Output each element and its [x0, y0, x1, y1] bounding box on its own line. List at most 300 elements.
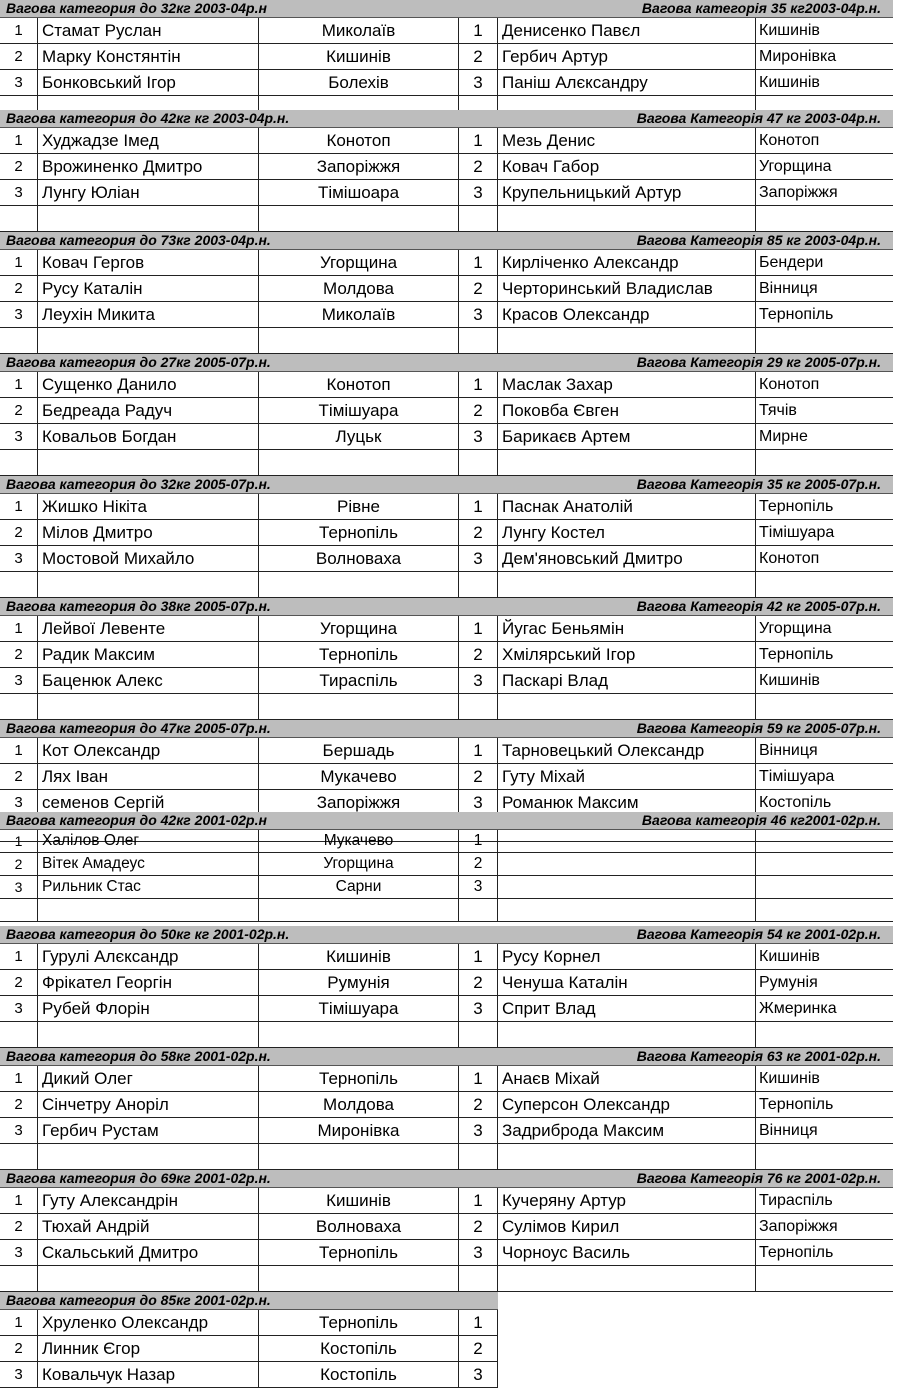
place-cell: 3 [0, 424, 38, 449]
place-cell: 1 [0, 494, 38, 519]
empty-cell [459, 206, 498, 231]
athlete-name-cell-right [498, 853, 756, 875]
city-cell-right: Тернопіль [759, 1096, 834, 1113]
table-row [0, 764, 893, 790]
athlete-name-cell-right: Романюк Максим [498, 790, 756, 815]
empty-cell [38, 899, 259, 921]
city-cell-right: Тираспіль [759, 1192, 833, 1209]
city-cell: Миколаїв [259, 18, 459, 43]
place-cell-right: 1 [459, 616, 498, 641]
table-row [0, 1118, 893, 1144]
city-cell: Миронівка [259, 1118, 459, 1143]
athlete-name-cell-right: Паскарі Влад [498, 668, 756, 693]
empty-cell [259, 328, 459, 353]
left-category-title: Вагова категория до 42кг 2001-02р.н [6, 812, 267, 828]
athlete-name-cell-right: Суперсон Олександр [498, 1092, 756, 1117]
place-cell-right: 2 [459, 642, 498, 667]
table-row [0, 18, 893, 44]
city-cell: Тернопіль [259, 1240, 459, 1265]
place-cell-right: 2 [459, 764, 498, 789]
right-category-title: Вагова Категорія 59 кг 2005-07р.н. [636, 720, 881, 736]
category-header [0, 476, 893, 494]
table-row [0, 70, 893, 96]
table-row [0, 1092, 893, 1118]
place-cell-right: 2 [459, 398, 498, 423]
athlete-name-cell-right: Йугас Беньямін [498, 616, 756, 641]
athlete-name-cell-right: Лунгу Костел [498, 520, 756, 545]
city-cell: Конотоп [259, 128, 459, 153]
place-cell: 1 [0, 372, 38, 397]
place-cell-right: 3 [459, 668, 498, 693]
athlete-name-cell: Кот Олександр [38, 738, 259, 763]
athlete-name-cell: Линник Єгор [38, 1336, 259, 1361]
city-cell-right: Тімішуара [759, 524, 835, 541]
left-category-title: Вагова категория до 38кг 2005-07р.н. [6, 598, 271, 614]
city-cell-right: Кишинів [759, 672, 820, 689]
athlete-name-cell-right: Поковба Євген [498, 398, 756, 423]
empty-cell [756, 1022, 893, 1047]
athlete-name-cell: Радик Максим [38, 642, 259, 667]
city-cell: Кишинів [259, 1188, 459, 1213]
place-cell-right: 3 [459, 302, 498, 327]
place-cell: 1 [0, 944, 38, 969]
city-cell-right: Кишинів [759, 74, 820, 91]
place-cell: 2 [0, 642, 38, 667]
empty-cell [259, 450, 459, 475]
empty-cell [0, 206, 38, 231]
empty-cell [756, 328, 893, 353]
city-cell: Болехів [259, 70, 459, 95]
city-cell-right: Конотоп [759, 376, 820, 393]
athlete-name-cell: Рильник Стас [38, 876, 259, 898]
athlete-name-cell: Тюхай Андрій [38, 1214, 259, 1239]
athlete-name-cell: Марку Констянтін [38, 44, 259, 69]
empty-cell [259, 1266, 459, 1291]
empty-cell [0, 1144, 38, 1169]
athlete-name-cell-right: Паніш Алєксандру [498, 70, 756, 95]
city-cell: Запоріжжя [259, 790, 459, 815]
city-cell: Кишинів [259, 44, 459, 69]
right-category-title: Вагова категорія 46 кг2001-02р.н. [641, 812, 881, 828]
empty-cell [38, 450, 259, 475]
city-cell-right: Конотоп [759, 550, 820, 567]
athlete-name-cell: Лунгу Юліан [38, 180, 259, 205]
category-header [0, 1170, 893, 1188]
city-cell-right: Вінниця [759, 280, 818, 297]
table-row [0, 250, 893, 276]
athlete-name-cell: Лях Іван [38, 764, 259, 789]
athlete-name-cell-right: Хмілярський Ігор [498, 642, 756, 667]
table-row [0, 154, 893, 180]
place-cell-right: 1 [459, 1066, 498, 1091]
city-cell: Мукачево [259, 764, 459, 789]
empty-cell [756, 1266, 893, 1291]
city-cell: Румунія [259, 970, 459, 995]
table-row [0, 996, 893, 1022]
city-cell-right: Кишинів [759, 1070, 820, 1087]
table-row [0, 830, 893, 853]
athlete-name-cell: Сінчетру Анoріл [38, 1092, 259, 1117]
place-cell-right: 2 [459, 276, 498, 301]
athlete-name-cell-right: Кирліченко Александр [498, 250, 756, 275]
place-cell: 3 [0, 180, 38, 205]
empty-cell [459, 328, 498, 353]
empty-cell [38, 572, 259, 597]
place-cell-right: 1 [459, 830, 498, 852]
empty-cell [38, 1022, 259, 1047]
place-cell: 3 [0, 790, 38, 815]
athlete-name-cell: Вітек Амадеус [38, 853, 259, 875]
city-cell: Молдова [259, 1092, 459, 1117]
empty-cell [756, 450, 893, 475]
city-cell-right [756, 853, 893, 875]
city-cell-right: Румунія [759, 974, 818, 991]
place-cell: 1 [0, 18, 38, 43]
place-cell-right: 1 [459, 1188, 498, 1213]
place-cell-right: 3 [459, 996, 498, 1021]
empty-cell [0, 572, 38, 597]
city-cell-right: Запоріжжя [759, 1218, 838, 1235]
table-row [0, 738, 893, 764]
empty-cell [38, 206, 259, 231]
empty-cell [459, 1144, 498, 1169]
table-row [0, 1336, 498, 1362]
city-cell: Мукачево [259, 830, 459, 852]
empty-cell [259, 694, 459, 719]
place-cell-right: 3 [459, 70, 498, 95]
city-cell-right: Тячів [759, 402, 797, 419]
table-row [0, 1188, 893, 1214]
city-cell-right: Миронівка [759, 48, 837, 65]
empty-cell [756, 899, 893, 921]
place-cell-right: 1 [459, 944, 498, 969]
athlete-name-cell: Стамат Руслан [38, 18, 259, 43]
athlete-name-cell: Мілов Дмитро [38, 520, 259, 545]
left-category-title: Вагова категория до 32кг 2005-07р.н. [6, 476, 271, 492]
category-header [0, 1048, 893, 1066]
city-cell-right: Тернопіль [759, 646, 834, 663]
table-row [0, 180, 893, 206]
athlete-name-cell-right: Мезь Денис [498, 128, 756, 153]
category-header [0, 0, 893, 18]
empty-cell [38, 328, 259, 353]
place-cell: 2 [0, 970, 38, 995]
category-header [0, 812, 893, 830]
place-cell: 2 [0, 1214, 38, 1239]
place-cell-right: 1 [459, 128, 498, 153]
left-category-title: Вагова категория до 85кг 2001-02р.н. [6, 1292, 271, 1308]
city-cell: Костопіль [259, 1362, 459, 1387]
empty-cell [0, 450, 38, 475]
empty-cell [38, 694, 259, 719]
place-cell: 3 [0, 1240, 38, 1265]
place-cell: 3 [0, 302, 38, 327]
place-cell-right: 1 [459, 250, 498, 275]
city-cell: Тернопіль [259, 1310, 459, 1335]
athlete-name-cell-right: Тарновецький Олександр [498, 738, 756, 763]
place-cell: 3 [0, 668, 38, 693]
table-row [0, 1310, 498, 1336]
place-cell: 2 [0, 154, 38, 179]
place-cell: 2 [0, 398, 38, 423]
athlete-name-cell: семенов Сергій [38, 790, 259, 815]
empty-cell [498, 450, 756, 475]
place-cell: 1 [0, 738, 38, 763]
category-header [0, 232, 893, 250]
empty-cell [0, 328, 38, 353]
table-row [0, 494, 893, 520]
place-cell: 3 [0, 1118, 38, 1143]
spacer-row [0, 206, 893, 232]
place-cell-right: 3 [459, 1362, 498, 1387]
city-cell-right: Тернопіль [759, 498, 834, 515]
athlete-name-cell-right: Чорноус Василь [498, 1240, 756, 1265]
spacer-row [0, 572, 893, 598]
place-cell: 3 [0, 1362, 38, 1387]
empty-cell [459, 572, 498, 597]
city-cell-right [756, 876, 893, 898]
city-cell-right: Тімішуара [759, 768, 835, 785]
empty-cell [0, 1022, 38, 1047]
empty-cell [259, 1022, 459, 1047]
city-cell-right: Костопіль [759, 794, 832, 811]
athlete-name-cell-right: Барикаєв Артем [498, 424, 756, 449]
empty-cell [259, 206, 459, 231]
empty-cell [498, 1022, 756, 1047]
table-row [0, 276, 893, 302]
athlete-name-cell-right: Ковач Габор [498, 154, 756, 179]
table-row [0, 546, 893, 572]
spacer-row [0, 694, 893, 720]
left-category-title: Вагова категория до 27кг 2005-07р.н. [6, 354, 271, 370]
empty-cell [459, 694, 498, 719]
city-cell: Волноваха [259, 1214, 459, 1239]
athlete-name-cell: Ковальов Богдан [38, 424, 259, 449]
spacer-row [0, 1266, 893, 1292]
table-row [0, 44, 893, 70]
table-row [0, 128, 893, 154]
place-cell-right: 1 [459, 1310, 498, 1335]
place-cell: 1 [0, 1310, 38, 1335]
table-row [0, 372, 893, 398]
spacer-row [0, 1144, 893, 1170]
table-row [0, 424, 893, 450]
athlete-name-cell-right: Русу Корнел [498, 944, 756, 969]
athlete-name-cell: Скальський Дмитро [38, 1240, 259, 1265]
city-cell: Тернопіль [259, 1066, 459, 1091]
city-cell-right: Тернопіль [759, 1244, 834, 1261]
athlete-name-cell-right: Гербич Артур [498, 44, 756, 69]
right-category-title: Вагова Категорія 76 кг 2001-02р.н. [636, 1170, 881, 1186]
table-row [0, 302, 893, 328]
athlete-name-cell-right: Кучеряну Артур [498, 1188, 756, 1213]
athlete-name-cell: Бедреада Радуч [38, 398, 259, 423]
city-cell: Волноваха [259, 546, 459, 571]
city-cell-right: Вінниця [759, 742, 818, 759]
city-cell-right [756, 830, 893, 852]
city-cell: Тернопіль [259, 642, 459, 667]
place-cell-right: 2 [459, 44, 498, 69]
spacer-row [0, 450, 893, 476]
empty-cell [38, 1266, 259, 1291]
left-category-title: Вагова категория до 69кг 2001-02р.н. [6, 1170, 271, 1186]
empty-cell [498, 899, 756, 921]
city-cell-right: Вінниця [759, 1122, 818, 1139]
empty-cell [0, 899, 38, 921]
place-cell-right: 2 [459, 853, 498, 875]
place-cell: 2 [0, 520, 38, 545]
place-cell-right: 1 [459, 372, 498, 397]
city-cell-right: Угорщина [759, 158, 832, 175]
place-cell: 2 [0, 764, 38, 789]
right-category-title: Вагова Категорія 63 кг 2001-02р.н. [636, 1048, 881, 1064]
city-cell-right: Конотоп [759, 132, 820, 149]
athlete-name-cell-right: Маслак Захар [498, 372, 756, 397]
table-row [0, 520, 893, 546]
table-row [0, 876, 893, 899]
place-cell-right: 3 [459, 1118, 498, 1143]
athlete-name-cell: Халілов Олег [38, 830, 259, 852]
empty-cell [498, 1144, 756, 1169]
empty-cell [0, 694, 38, 719]
place-cell: 1 [0, 250, 38, 275]
place-cell-right: 1 [459, 738, 498, 763]
place-cell: 3 [0, 546, 38, 571]
spacer-row [0, 328, 893, 354]
athlete-name-cell-right: Гуту Міхай [498, 764, 756, 789]
athlete-name-cell: Гурулі Алєксандр [38, 944, 259, 969]
place-cell: 3 [0, 70, 38, 95]
right-category-title: Вагова категорія 35 кг2003-04р.н. [641, 0, 881, 16]
city-cell-right: Мирне [759, 428, 808, 445]
empty-cell [756, 572, 893, 597]
empty-cell [498, 328, 756, 353]
category-header [0, 1292, 498, 1310]
category-header [0, 598, 893, 616]
left-category-title: Вагова категория до 58кг 2001-02р.н. [6, 1048, 271, 1064]
athlete-name-cell-right: Красов Олександр [498, 302, 756, 327]
athlete-name-cell-right: Сулімов Кирил [498, 1214, 756, 1239]
city-cell: Тімішуара [259, 398, 459, 423]
city-cell-right: Угорщина [759, 620, 832, 637]
right-category-title: Вагова Категорія 35 кг 2005-07р.н. [636, 476, 881, 492]
athlete-name-cell-right: Анаєв Міхай [498, 1066, 756, 1091]
place-cell-right: 3 [459, 790, 498, 815]
empty-cell [259, 1144, 459, 1169]
athlete-name-cell: Ковальчук Назар [38, 1362, 259, 1387]
place-cell: 1 [0, 616, 38, 641]
athlete-name-cell-right: Задриброда Максим [498, 1118, 756, 1143]
place-cell-right: 1 [459, 494, 498, 519]
athlete-name-cell-right: Дем'яновський Дмитро [498, 546, 756, 571]
table-row [0, 970, 893, 996]
city-cell: Запоріжжя [259, 154, 459, 179]
athlete-name-cell: Мостовой Михайло [38, 546, 259, 571]
empty-cell [756, 206, 893, 231]
table-row [0, 1066, 893, 1092]
city-cell: Кишинів [259, 944, 459, 969]
table-row [0, 853, 893, 876]
city-cell: Тираспіль [259, 668, 459, 693]
city-cell-right: Кишинів [759, 22, 820, 39]
city-cell: Костопіль [259, 1336, 459, 1361]
right-category-title: Вагова Категорія 85 кг 2003-04р.н. [636, 232, 881, 248]
place-cell-right: 3 [459, 876, 498, 898]
table-row [0, 616, 893, 642]
athlete-name-cell-right: Ченуша Каталін [498, 970, 756, 995]
athlete-name-cell: Хруленко Олександр [38, 1310, 259, 1335]
athlete-name-cell: Жишко Нікіта [38, 494, 259, 519]
athlete-name-cell-right: Крупельницький Артур [498, 180, 756, 205]
right-category-title: Вагова Категорія 47 кг 2003-04р.н. [636, 110, 881, 126]
place-cell: 1 [0, 1188, 38, 1213]
athlete-name-cell-right: Паснак Анатолій [498, 494, 756, 519]
place-cell-right: 2 [459, 1092, 498, 1117]
place-cell: 3 [0, 876, 38, 898]
empty-cell [756, 694, 893, 719]
empty-cell [498, 572, 756, 597]
city-cell: Бершадь [259, 738, 459, 763]
place-cell-right: 3 [459, 1240, 498, 1265]
place-cell: 2 [0, 853, 38, 875]
athlete-name-cell: Худжадзе Імед [38, 128, 259, 153]
city-cell-right: Тернопіль [759, 306, 834, 323]
spacer-row [0, 1022, 893, 1048]
city-cell: Миколаїв [259, 302, 459, 327]
place-cell-right: 2 [459, 1336, 498, 1361]
place-cell: 2 [0, 1092, 38, 1117]
table-row [0, 668, 893, 694]
empty-cell [38, 1144, 259, 1169]
city-cell: Конотоп [259, 372, 459, 397]
place-cell-right: 1 [459, 18, 498, 43]
athlete-name-cell: Леухін Микита [38, 302, 259, 327]
left-category-title: Вагова категория до 73кг 2003-04р.н. [6, 232, 271, 248]
left-category-title: Вагова категория до 50кг кг 2001-02р.н. [6, 926, 290, 942]
place-cell-right: 3 [459, 424, 498, 449]
empty-cell [459, 899, 498, 921]
right-category-title: Вагова Категорія 42 кг 2005-07р.н. [636, 598, 881, 614]
athlete-name-cell-right: Денисенко Павєл [498, 18, 756, 43]
city-cell: Молдова [259, 276, 459, 301]
place-cell-right: 2 [459, 1214, 498, 1239]
left-category-title: Вагова категория до 32кг 2003-04р.н [6, 0, 267, 16]
category-header [0, 720, 893, 738]
place-cell: 1 [0, 1066, 38, 1091]
empty-cell [459, 450, 498, 475]
table-row [0, 1362, 498, 1388]
athlete-name-cell: Фрікател Георгін [38, 970, 259, 995]
empty-cell [498, 694, 756, 719]
athlete-name-cell: Сущенко Данило [38, 372, 259, 397]
table-row [0, 398, 893, 424]
left-category-title: Вагова категория до 42кг кг 2003-04р.н. [6, 110, 290, 126]
city-cell: Сарни [259, 876, 459, 898]
city-cell-right: Кишинів [759, 948, 820, 965]
place-cell: 1 [0, 128, 38, 153]
empty-cell [498, 206, 756, 231]
athlete-name-cell-right: Сприт Влад [498, 996, 756, 1021]
table-row [0, 944, 893, 970]
place-cell: 2 [0, 1336, 38, 1361]
place-cell-right: 2 [459, 970, 498, 995]
city-cell-right: Жмеринка [759, 1000, 837, 1017]
category-header [0, 110, 893, 128]
place-cell: 3 [0, 996, 38, 1021]
empty-cell [498, 1266, 756, 1291]
athlete-name-cell-right [498, 830, 756, 852]
place-cell-right: 3 [459, 180, 498, 205]
